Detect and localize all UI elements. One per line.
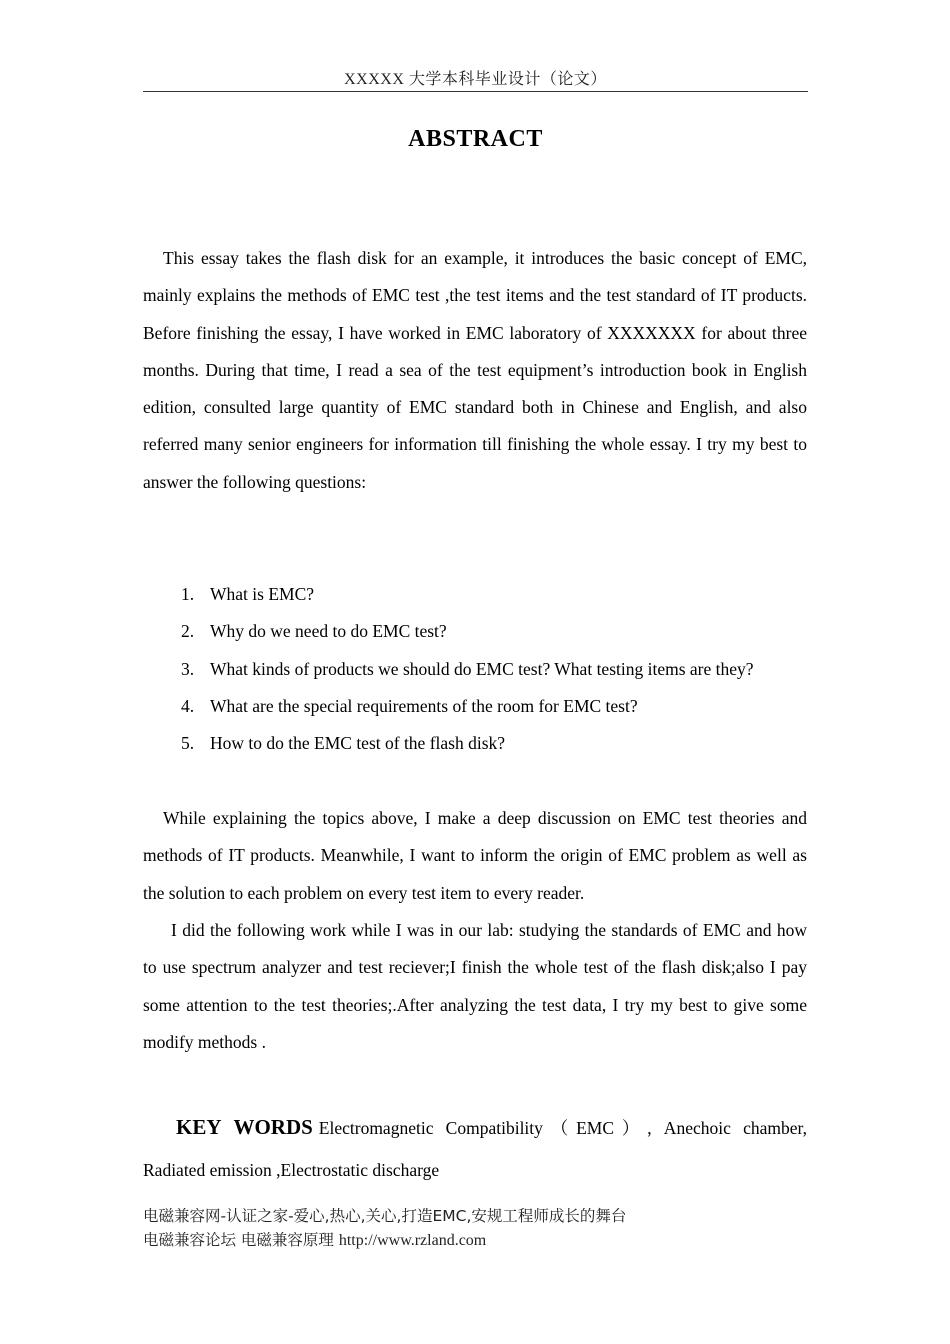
list-item-text: Why do we need to do EMC test? [210,621,447,642]
keywords-text: Electromagnetic Compatibility（EMC）, Anechoic chamber, Radiated emission ,Electrostatic discharge [143,1118,807,1180]
list-item-text: How to do the EMC test of the flash disk? [210,733,506,754]
list-item-text: What is EMC? [210,584,315,604]
list-item [181,725,821,762]
footer-forum-text: 电磁兼容论坛 电磁兼容原理 [143,1231,339,1249]
list-item-text: What are the special requirements of the room for EMC test? [210,695,638,716]
list-item [181,688,821,725]
keywords-section [143,1106,807,1191]
abstract-title: ABSTRACT [408,126,543,152]
running-header: XXXXX 大学本科毕业设计（论文） [344,71,607,88]
list-item-text: What kinds of products we should do EMC test? What testing items are they? [210,658,754,679]
list-item-number: 4. [181,695,195,716]
header-divider [143,91,808,92]
list-item-number: 1. [181,584,195,604]
list-item-number: 3. [181,658,195,679]
keywords-label: KEY WORDS [176,1115,313,1139]
list-item [181,576,821,613]
abstract-paragraph-1: This essay takes the flash disk for an example, it introduces the basic concept of EMC, mainly explains the methods of EMC test ,the test items and the test standard of IT products. Before finishing the essay, I have worked in EMC laboratory of XXXXXXX for about three months. During that time, I read a sea of the test equipment’s introduction book in English edition, consulted large quantity of EMC standard both in Chinese and English, and also referred many senior engineers for information till finishing the whole essay. I try my best to answer the following questions: [143,248,807,492]
question-list [181,576,821,762]
list-item-number: 2. [181,621,195,642]
list-item [181,613,821,650]
list-item-number: 5. [181,733,195,754]
footer-line-1: 电磁兼容网-认证之家-爱心,热心,关心,打造EMC,安规工程师成长的舞台 [143,1207,627,1225]
list-item [181,651,821,688]
footer-line-2 [143,1228,823,1253]
abstract-paragraph-3: I did the following work while I was in our lab: studying the standards of EMC and how to use spectrum analyzer and test reciever;I finish the whole test of the flash disk;also I pay some attention to the test theories;.After analyzing the test data, I try my best to give some modify methods . [143,920,807,1052]
abstract-paragraph-2: While explaining the topics above, I make a deep discussion on EMC test theories and methods of IT products. Meanwhile, I want to inform the origin of EMC problem as well as the solution to each problem on every test item to every reader. [143,808,807,903]
footer-url-link[interactable]: http://www.rzland.com [338,1232,487,1249]
footer-watermark [143,1204,823,1253]
